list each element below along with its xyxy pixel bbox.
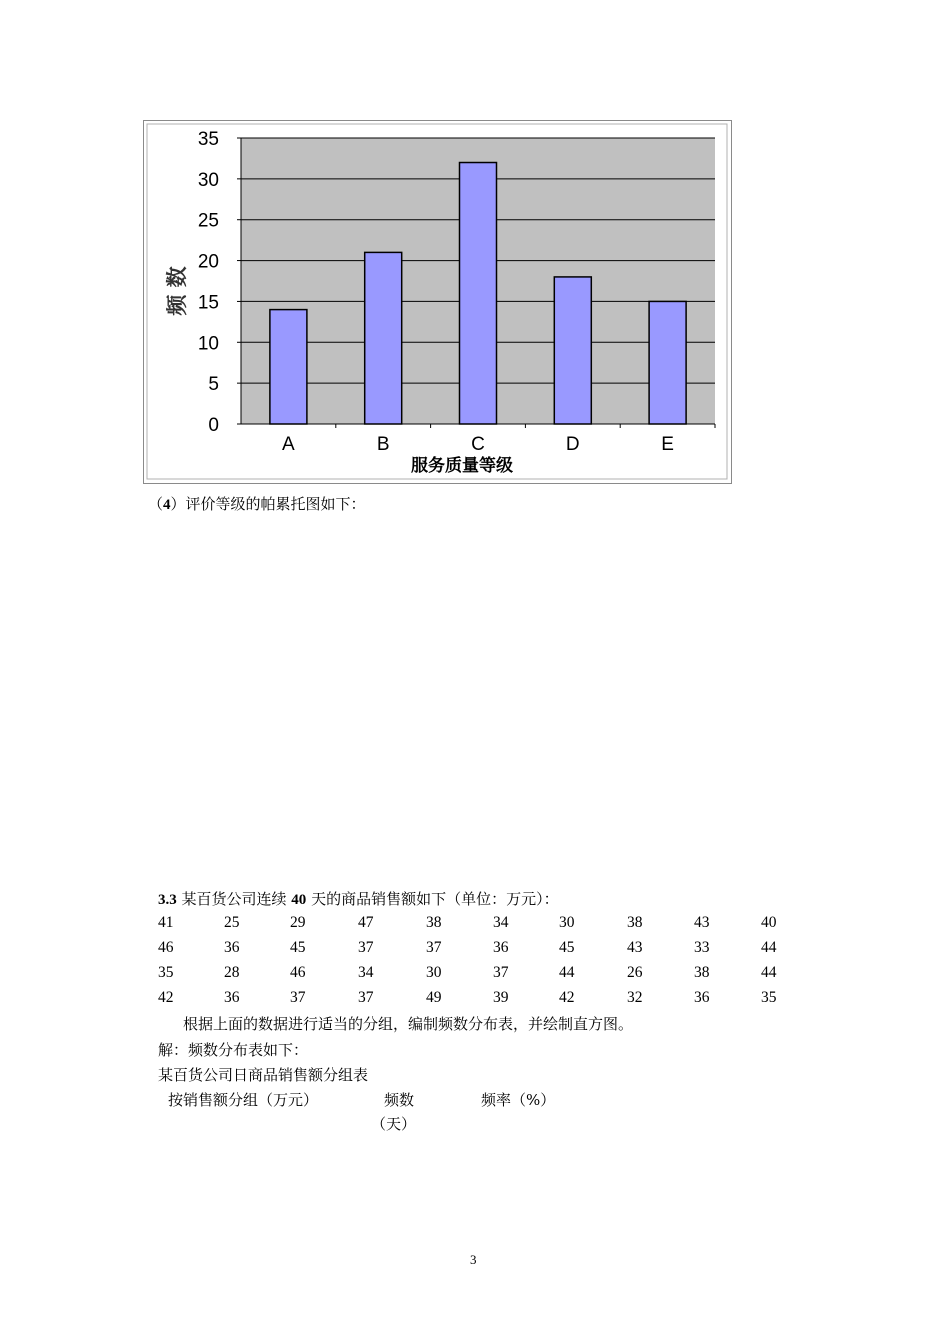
sales-value: 42 bbox=[158, 989, 174, 1006]
bar bbox=[270, 310, 307, 424]
y-tick-label: 30 bbox=[197, 169, 219, 191]
x-axis-label: 服务质量等级 bbox=[411, 456, 513, 476]
problem-heading bbox=[158, 889, 559, 910]
sales-value: 29 bbox=[290, 914, 306, 931]
caption-4 bbox=[148, 494, 366, 515]
sales-value: 36 bbox=[493, 939, 509, 956]
sales-value: 38 bbox=[694, 964, 710, 981]
sales-value: 45 bbox=[559, 939, 575, 956]
sales-value: 45 bbox=[290, 939, 306, 956]
sales-value: 44 bbox=[761, 964, 777, 981]
y-tick-label: 5 bbox=[208, 374, 219, 396]
sales-value: 30 bbox=[559, 914, 575, 931]
bar bbox=[460, 163, 497, 424]
sales-value: 47 bbox=[358, 914, 374, 931]
solution-line: 解：频数分布表如下： bbox=[158, 1041, 309, 1059]
sales-value: 46 bbox=[158, 939, 174, 956]
sales-value: 36 bbox=[694, 989, 710, 1006]
sales-value: 32 bbox=[627, 989, 643, 1006]
sales-value: 25 bbox=[224, 914, 240, 931]
sales-value: 49 bbox=[426, 989, 442, 1006]
table-header-frequency: 频数 bbox=[384, 1091, 415, 1109]
bar-chart bbox=[143, 120, 732, 484]
sales-data-row bbox=[158, 964, 798, 989]
bar bbox=[649, 301, 686, 424]
sales-data-row bbox=[158, 989, 798, 1014]
table-title: 某百货公司日商品销售额分组表 bbox=[158, 1066, 369, 1084]
sales-value: 46 bbox=[290, 964, 306, 981]
table-header-frequency-unit: （天） bbox=[371, 1115, 417, 1133]
sales-value: 39 bbox=[493, 989, 509, 1006]
x-tick-label: D bbox=[565, 434, 580, 455]
page-number: 3 bbox=[470, 1252, 477, 1267]
y-axis-label: 频 数 bbox=[165, 266, 189, 316]
sales-data-row bbox=[158, 914, 798, 939]
sales-value: 43 bbox=[694, 914, 710, 931]
bar bbox=[554, 277, 591, 424]
y-tick-label: 15 bbox=[197, 292, 219, 314]
sales-value: 35 bbox=[158, 964, 174, 981]
sales-value: 28 bbox=[224, 964, 240, 981]
sales-value: 37 bbox=[426, 939, 442, 956]
problem-text-b: 天的商品销售额如下（单位：万元）： bbox=[306, 890, 559, 908]
bar bbox=[365, 252, 402, 424]
sales-value: 37 bbox=[493, 964, 509, 981]
x-tick-label: C bbox=[471, 434, 485, 455]
sales-value: 43 bbox=[627, 939, 643, 956]
sales-value: 38 bbox=[627, 914, 643, 931]
sales-value: 33 bbox=[694, 939, 710, 956]
sales-value: 37 bbox=[358, 939, 374, 956]
y-tick-label: 0 bbox=[208, 415, 219, 436]
sales-value: 26 bbox=[627, 964, 643, 981]
y-tick-label: 10 bbox=[197, 333, 219, 355]
problem-text-a: 某百货公司连续 bbox=[176, 890, 292, 908]
problem-number: 3.3 bbox=[158, 892, 177, 908]
sales-value: 37 bbox=[290, 989, 306, 1006]
x-tick-label: E bbox=[661, 434, 674, 455]
y-tick-label: 35 bbox=[197, 129, 219, 150]
sales-value: 38 bbox=[426, 914, 442, 931]
sales-value: 41 bbox=[158, 914, 174, 931]
sales-value: 44 bbox=[559, 964, 575, 981]
sales-value: 44 bbox=[761, 939, 777, 956]
sales-value: 37 bbox=[358, 989, 374, 1006]
problem-instruction: 根据上面的数据进行适当的分组，编制频数分布表，并绘制直方图。 bbox=[183, 1015, 634, 1033]
x-tick-label: B bbox=[376, 434, 390, 455]
sales-value: 40 bbox=[761, 914, 777, 931]
sales-value: 36 bbox=[224, 989, 240, 1006]
bar-chart-svg bbox=[144, 121, 731, 483]
sales-data-row bbox=[158, 939, 798, 964]
caption-4-number: 4 bbox=[163, 497, 171, 513]
caption-4-text: ）评价等级的帕累托图如下： bbox=[170, 495, 366, 513]
table-header-group: 按销售额分组（万元） bbox=[168, 1091, 319, 1109]
sales-value: 35 bbox=[761, 989, 777, 1006]
sales-value: 36 bbox=[224, 939, 240, 956]
sales-value: 30 bbox=[426, 964, 442, 981]
sales-value: 34 bbox=[358, 964, 374, 981]
table-header-rate: 频率（%） bbox=[481, 1091, 556, 1109]
caption-4-pre: （ bbox=[148, 495, 164, 513]
x-tick-label: A bbox=[282, 434, 295, 455]
y-tick-label: 20 bbox=[197, 251, 219, 273]
sales-value: 42 bbox=[559, 989, 575, 1006]
y-tick-label: 25 bbox=[197, 210, 219, 232]
sales-value: 34 bbox=[493, 914, 509, 931]
problem-days: 40 bbox=[291, 892, 307, 908]
